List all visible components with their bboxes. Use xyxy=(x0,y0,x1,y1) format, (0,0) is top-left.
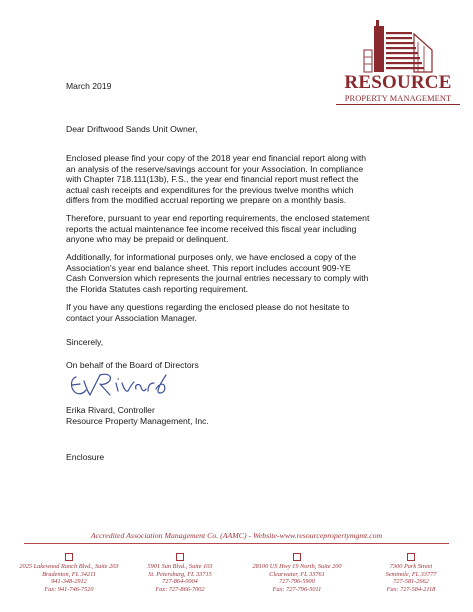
office-city: Seminole, FL 33777 xyxy=(385,570,437,578)
paragraph-4 xyxy=(66,302,349,323)
paragraph-line: an analysis of the reserve/savings account for your Association. In compliance xyxy=(66,163,364,174)
accreditation-line: Accredited Association Management Co. (AAMC) - Website-www.resourcepropertymgmt.com xyxy=(90,531,383,540)
building-icon xyxy=(336,20,460,76)
paragraph-2 xyxy=(66,213,369,245)
handwritten-signature xyxy=(66,367,176,401)
paragraph-line: If you have any questions regarding the enclosed please do not hesitate to xyxy=(66,302,350,312)
office-clearwater xyxy=(242,553,352,593)
paragraph-1 xyxy=(66,153,366,206)
paragraph-line: Therefore, pursuant to year end reporting requirements, the enclosed statement xyxy=(66,213,370,223)
logo-subtitle: PROPERTY MANAGEMENT xyxy=(344,94,452,103)
paragraph-line: Association's year end balance sheet. This report includes account 909-YE xyxy=(66,262,351,273)
paragraph-line: Additionally, for informational purposes only, we have enclosed a copy of the xyxy=(66,252,357,262)
office-fax: Fax: 941-746-7520 xyxy=(44,585,94,593)
salutation: Dear Driftwood Sands Unit Owner, xyxy=(66,124,198,134)
closing: Sincerely, xyxy=(66,337,104,347)
office-street: 5901 Sun Blvd., Suite 103 xyxy=(147,563,213,570)
checkbox-icon xyxy=(293,553,301,561)
office-phone: 941-348-2912 xyxy=(51,578,87,586)
footer-divider xyxy=(24,543,449,544)
paragraph-line: the Florida Statutes cash reporting requirement. xyxy=(66,283,248,294)
office-fax: Fax: 727-796-5011 xyxy=(272,585,322,593)
office-phone: 727-581-2662 xyxy=(393,578,429,586)
signer-name: Erika Rivard, Controller xyxy=(66,405,155,415)
signer-company: Resource Property Management, Inc. xyxy=(66,416,209,426)
company-logo xyxy=(336,20,460,106)
checkbox-icon xyxy=(407,553,415,561)
logo-underline xyxy=(336,104,460,105)
paragraph-line: contact your Association Manager. xyxy=(66,312,197,323)
paragraph-line: with Chapter 718.111(13b), F.S., the year end financial report must reflect the xyxy=(66,174,359,185)
office-seminole xyxy=(356,553,466,593)
office-fax: Fax: 727-584-2118 xyxy=(386,585,436,593)
office-fax: Fax: 727-866-7002 xyxy=(155,585,205,593)
paragraph-line: Cash Conversion which represents the journal entries necessary to comply with xyxy=(66,273,369,284)
enclosure-note: Enclosure xyxy=(66,452,105,462)
office-city: St. Petersburg, FL 33715 xyxy=(148,570,212,578)
checkbox-icon xyxy=(176,553,184,561)
office-bradenton xyxy=(14,553,124,593)
office-street: 7300 Park Street xyxy=(389,563,433,570)
office-city: Bradenton, FL 34211 xyxy=(42,570,96,578)
office-phone: 727-796-5900 xyxy=(279,578,315,586)
paragraph-line: actual cash receipts and expenditures for the previous twelve months which xyxy=(66,184,354,195)
office-street: 28100 US Hwy 19 North, Suite 200 xyxy=(252,563,342,570)
paragraph-line: reports the actual maintenance fee income received this fiscal year including xyxy=(66,223,357,234)
paragraph-line: Enclosed please find your copy of the 2018 year end financial report along with xyxy=(66,153,367,163)
logo-wordmark: RESOURCE xyxy=(344,72,452,93)
letter-date: March 2019 xyxy=(66,81,112,91)
paragraph-line: differs from the modified accrual reporting we prepare on a monthly basis. xyxy=(66,195,347,206)
office-street: 2025 Lakewood Ranch Blvd., Suite 203 xyxy=(19,563,119,570)
office-city: Clearwater, FL 33761 xyxy=(269,570,325,578)
office-phone: 727-864-0004 xyxy=(162,578,198,586)
paragraph-line: anyone who may be prepaid or delinquent. xyxy=(66,234,229,245)
paragraph-3 xyxy=(66,252,368,294)
office-st-petersburg xyxy=(125,553,235,593)
on-behalf-line: On behalf of the Board of Directors xyxy=(66,360,199,370)
checkbox-icon xyxy=(65,553,73,561)
